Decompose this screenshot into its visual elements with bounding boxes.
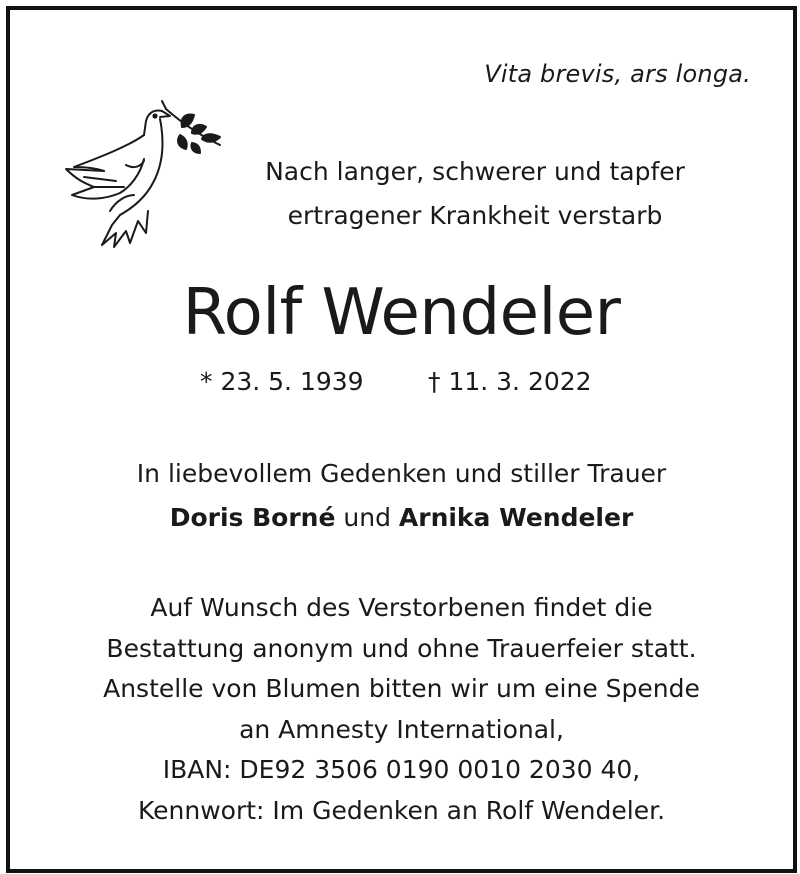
mourner-name: Doris Borné (169, 503, 336, 532)
birth-date: * 23. 5. 1939 (200, 367, 364, 396)
death-date: † 11. 3. 2022 (428, 367, 592, 396)
motto: Vita brevis, ars longa. (484, 60, 751, 88)
dove-with-olive-branch-icon (54, 83, 224, 253)
intro-line: Nach langer, schwerer und tapfer (265, 157, 685, 186)
funeral-notice (10, 588, 793, 831)
mourning-section (10, 452, 793, 540)
notice-line: IBAN: DE92 3506 0190 0010 2030 40, (162, 755, 641, 784)
notice-line: Kennwort: Im Gedenken an Rolf Wendeler. (137, 795, 666, 825)
mourning-line: In liebevollem Gedenken und stiller Trauer (136, 459, 667, 488)
notice-line: Auf Wunsch des Verstorbenen findet die (150, 593, 653, 622)
obituary-notice (6, 6, 797, 873)
notice-line: an Amnesty International, (239, 714, 564, 744)
deceased-name: Rolf Wendeler (182, 276, 621, 350)
mourner-conjunction: und (335, 503, 399, 532)
notice-line: Anstelle von Blumen bitten wir um eine Spende (103, 674, 700, 703)
mourner-name: Arnika Wendeler (398, 503, 634, 532)
notice-line: Bestattung anonym und ohne Trauerfeier statt. (106, 633, 697, 663)
mourners (10, 496, 793, 540)
intro-line: ertragener Krankheit verstarb (287, 201, 663, 230)
intro-text (240, 150, 710, 238)
